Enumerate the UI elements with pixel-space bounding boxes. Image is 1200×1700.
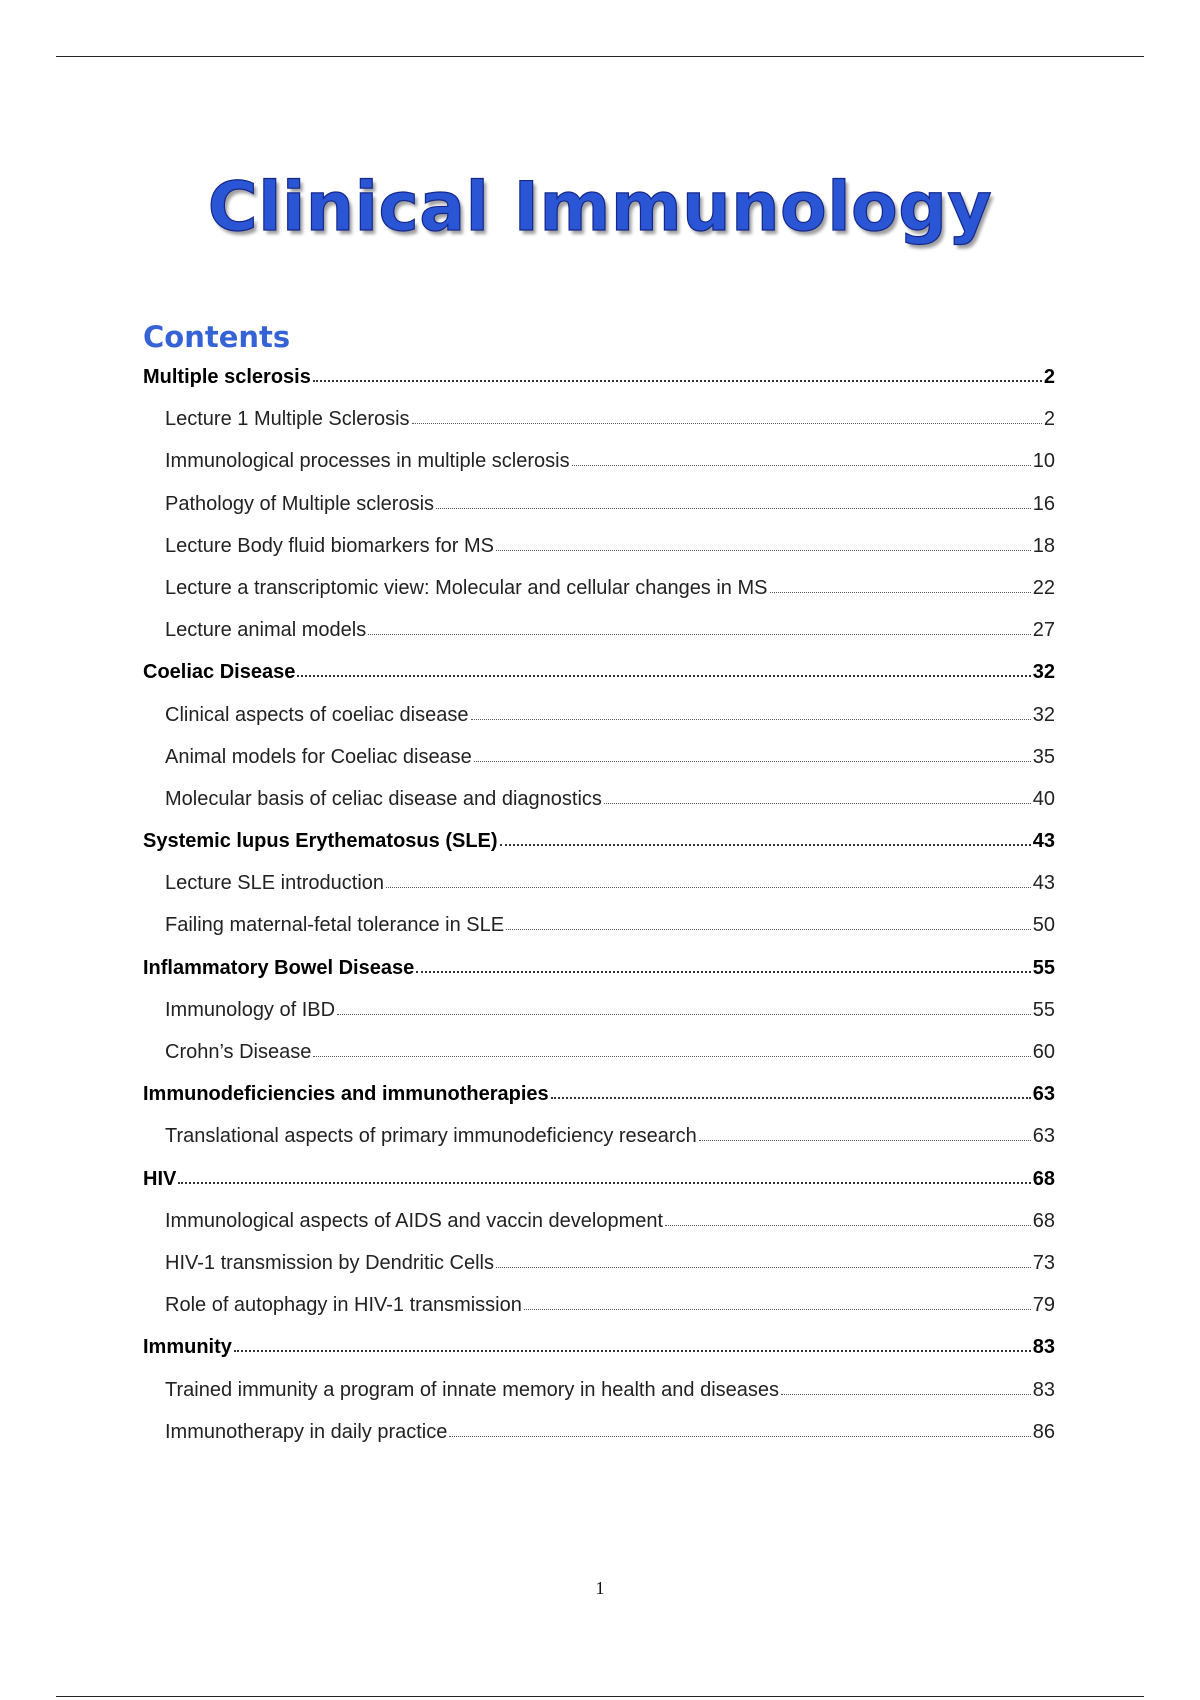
toc-dot-leader (178, 1182, 1030, 1184)
toc-entry-page-number: 16 (1032, 492, 1055, 515)
toc-entry-page-number: 60 (1032, 1041, 1055, 1063)
toc-dot-leader (313, 380, 1042, 382)
toc-entry-page-number: 73 (1032, 1251, 1055, 1274)
toc-entry-label: Immunological processes in multiple sclerosis (165, 450, 570, 473)
toc-subsection-entry[interactable] (143, 694, 1055, 736)
toc-entry-page-number: 68 (1032, 1209, 1055, 1232)
toc-entry-page-number: 32 (1032, 661, 1055, 684)
toc-section-entry[interactable] (143, 651, 1055, 693)
toc-subsection-entry[interactable] (143, 525, 1055, 567)
toc-entry-label: HIV-1 transmission by Dendritic Cells (165, 1251, 494, 1274)
toc-section-entry[interactable] (143, 356, 1055, 398)
toc-entry-page-number: 63 (1032, 1125, 1055, 1148)
toc-subsection-entry[interactable] (143, 609, 1055, 651)
toc-subsection-entry[interactable] (143, 862, 1055, 904)
toc-subsection-entry[interactable] (143, 1369, 1055, 1411)
toc-entry-label: Immunodeficiencies and immunotherapies (143, 1083, 549, 1106)
toc-dot-leader (496, 1267, 1031, 1268)
toc-dot-leader (386, 887, 1031, 888)
toc-dot-leader (474, 761, 1031, 762)
toc-entry-page-number: 63 (1032, 1083, 1055, 1106)
toc-entry-label: Animal models for Coeliac disease (165, 745, 472, 768)
toc-dot-leader (551, 1097, 1031, 1099)
toc-entry-page-number: 43 (1032, 872, 1055, 895)
toc-subsection-entry[interactable] (143, 398, 1055, 440)
toc-entry-page-number: 79 (1032, 1294, 1055, 1317)
toc-subsection-entry[interactable] (143, 1031, 1055, 1073)
toc-entry-label: Pathology of Multiple sclerosis (165, 492, 435, 515)
toc-dot-leader (297, 675, 1030, 677)
toc-dot-leader (781, 1394, 1031, 1395)
toc-entry-label: Role of autophagy in HIV-1 transmission (165, 1294, 522, 1317)
toc-entry-page-number: 10 (1032, 450, 1055, 473)
toc-subsection-entry[interactable] (143, 1115, 1055, 1157)
toc-entry-page-number: 18 (1032, 534, 1055, 557)
header-rule (56, 56, 1144, 57)
toc-dot-leader (770, 592, 1031, 593)
toc-entry-label: Lecture animal models (165, 619, 367, 642)
toc-entry-label: Lecture 1 Multiple Sclerosis (165, 408, 410, 431)
toc-entry-label: Immunology of IBD (165, 998, 336, 1021)
toc-entry-label: Multiple sclerosis (143, 366, 311, 388)
toc-entry-label: Lecture Body fluid biomarkers for MS (165, 534, 495, 557)
toc-subsection-entry[interactable] (143, 440, 1055, 482)
toc-entry-label: Immunotherapy in daily practice (165, 1420, 448, 1443)
toc-entry-label: Coeliac Disease (143, 661, 296, 684)
toc-entry-label: Trained immunity a program of innate memory in health and diseases (165, 1378, 780, 1401)
toc-entry-label: Lecture a transcriptomic view: Molecular and cellular changes in MS (165, 576, 768, 599)
toc-entry-page-number: 40 (1032, 787, 1055, 810)
document-title: Clinical Immunology (207, 168, 993, 247)
toc-entry-page-number: 43 (1032, 830, 1055, 853)
table-of-contents (143, 356, 1055, 1453)
toc-entry-label: Immunity (143, 1336, 232, 1359)
toc-dot-leader (500, 844, 1031, 846)
toc-dot-leader (665, 1225, 1031, 1226)
toc-section-entry[interactable] (143, 1073, 1055, 1115)
toc-subsection-entry[interactable] (143, 1411, 1055, 1453)
toc-entry-page-number: 68 (1032, 1167, 1055, 1190)
toc-entry-label: Systemic lupus Erythematosus (SLE) (143, 830, 498, 853)
toc-entry-page-number: 22 (1032, 576, 1055, 599)
toc-entry-label: Clinical aspects of coeliac disease (165, 703, 469, 726)
toc-dot-leader (337, 1014, 1031, 1015)
toc-dot-leader (471, 719, 1031, 720)
footer-rule (56, 1696, 1144, 1697)
toc-dot-leader (496, 550, 1031, 551)
toc-entry-page-number: 83 (1032, 1336, 1055, 1359)
toc-dot-leader (313, 1056, 1030, 1057)
toc-dot-leader (368, 634, 1031, 635)
toc-section-entry[interactable] (143, 820, 1055, 862)
toc-entry-label: Immunological aspects of AIDS and vaccin development (165, 1209, 664, 1232)
toc-dot-leader (524, 1309, 1031, 1310)
toc-dot-leader (449, 1436, 1030, 1437)
toc-entry-page-number: 86 (1032, 1420, 1055, 1443)
toc-entry-page-number: 50 (1032, 914, 1055, 937)
toc-entry-page-number: 35 (1032, 745, 1055, 768)
page-number: 1 (595, 1578, 605, 1598)
toc-dot-leader (412, 423, 1042, 424)
toc-entry-label: Crohn’s Disease (165, 1041, 312, 1063)
toc-entry-page-number: 55 (1032, 998, 1055, 1021)
toc-section-entry[interactable] (143, 947, 1055, 989)
toc-entry-label: Translational aspects of primary immunodeficiency research (165, 1125, 697, 1148)
toc-entry-page-number: 27 (1032, 619, 1055, 642)
toc-section-entry[interactable] (143, 1326, 1055, 1368)
toc-dot-leader (436, 508, 1031, 509)
toc-entry-page-number: 83 (1032, 1378, 1055, 1401)
toc-entry-label: Lecture SLE introduction (165, 872, 385, 895)
toc-dot-leader (416, 971, 1031, 973)
toc-subsection-entry[interactable] (143, 1242, 1055, 1284)
contents-heading: Contents (143, 320, 291, 354)
toc-subsection-entry[interactable] (143, 567, 1055, 609)
toc-dot-leader (572, 465, 1031, 466)
toc-entry-label: Failing maternal-fetal tolerance in SLE (165, 914, 505, 937)
toc-entry-page-number: 32 (1032, 703, 1055, 726)
toc-subsection-entry[interactable] (143, 778, 1055, 820)
toc-entry-label: Inflammatory Bowel Disease (143, 956, 415, 979)
toc-subsection-entry[interactable] (143, 1284, 1055, 1326)
toc-subsection-entry[interactable] (143, 736, 1055, 778)
toc-subsection-entry[interactable] (143, 483, 1055, 525)
toc-subsection-entry[interactable] (143, 1200, 1055, 1242)
toc-dot-leader (699, 1140, 1031, 1141)
toc-subsection-entry[interactable] (143, 989, 1055, 1031)
toc-entry-page-number: 55 (1032, 956, 1055, 979)
toc-entry-label: Molecular basis of celiac disease and diagnostics (165, 787, 602, 810)
toc-entry-page-number: 2 (1043, 366, 1055, 388)
toc-dot-leader (506, 929, 1031, 930)
toc-subsection-entry[interactable] (143, 904, 1055, 946)
toc-entry-page-number: 2 (1043, 408, 1055, 431)
toc-dot-leader (604, 803, 1031, 804)
toc-section-entry[interactable] (143, 1158, 1055, 1200)
toc-dot-leader (234, 1350, 1031, 1352)
toc-entry-label: HIV (143, 1167, 177, 1190)
